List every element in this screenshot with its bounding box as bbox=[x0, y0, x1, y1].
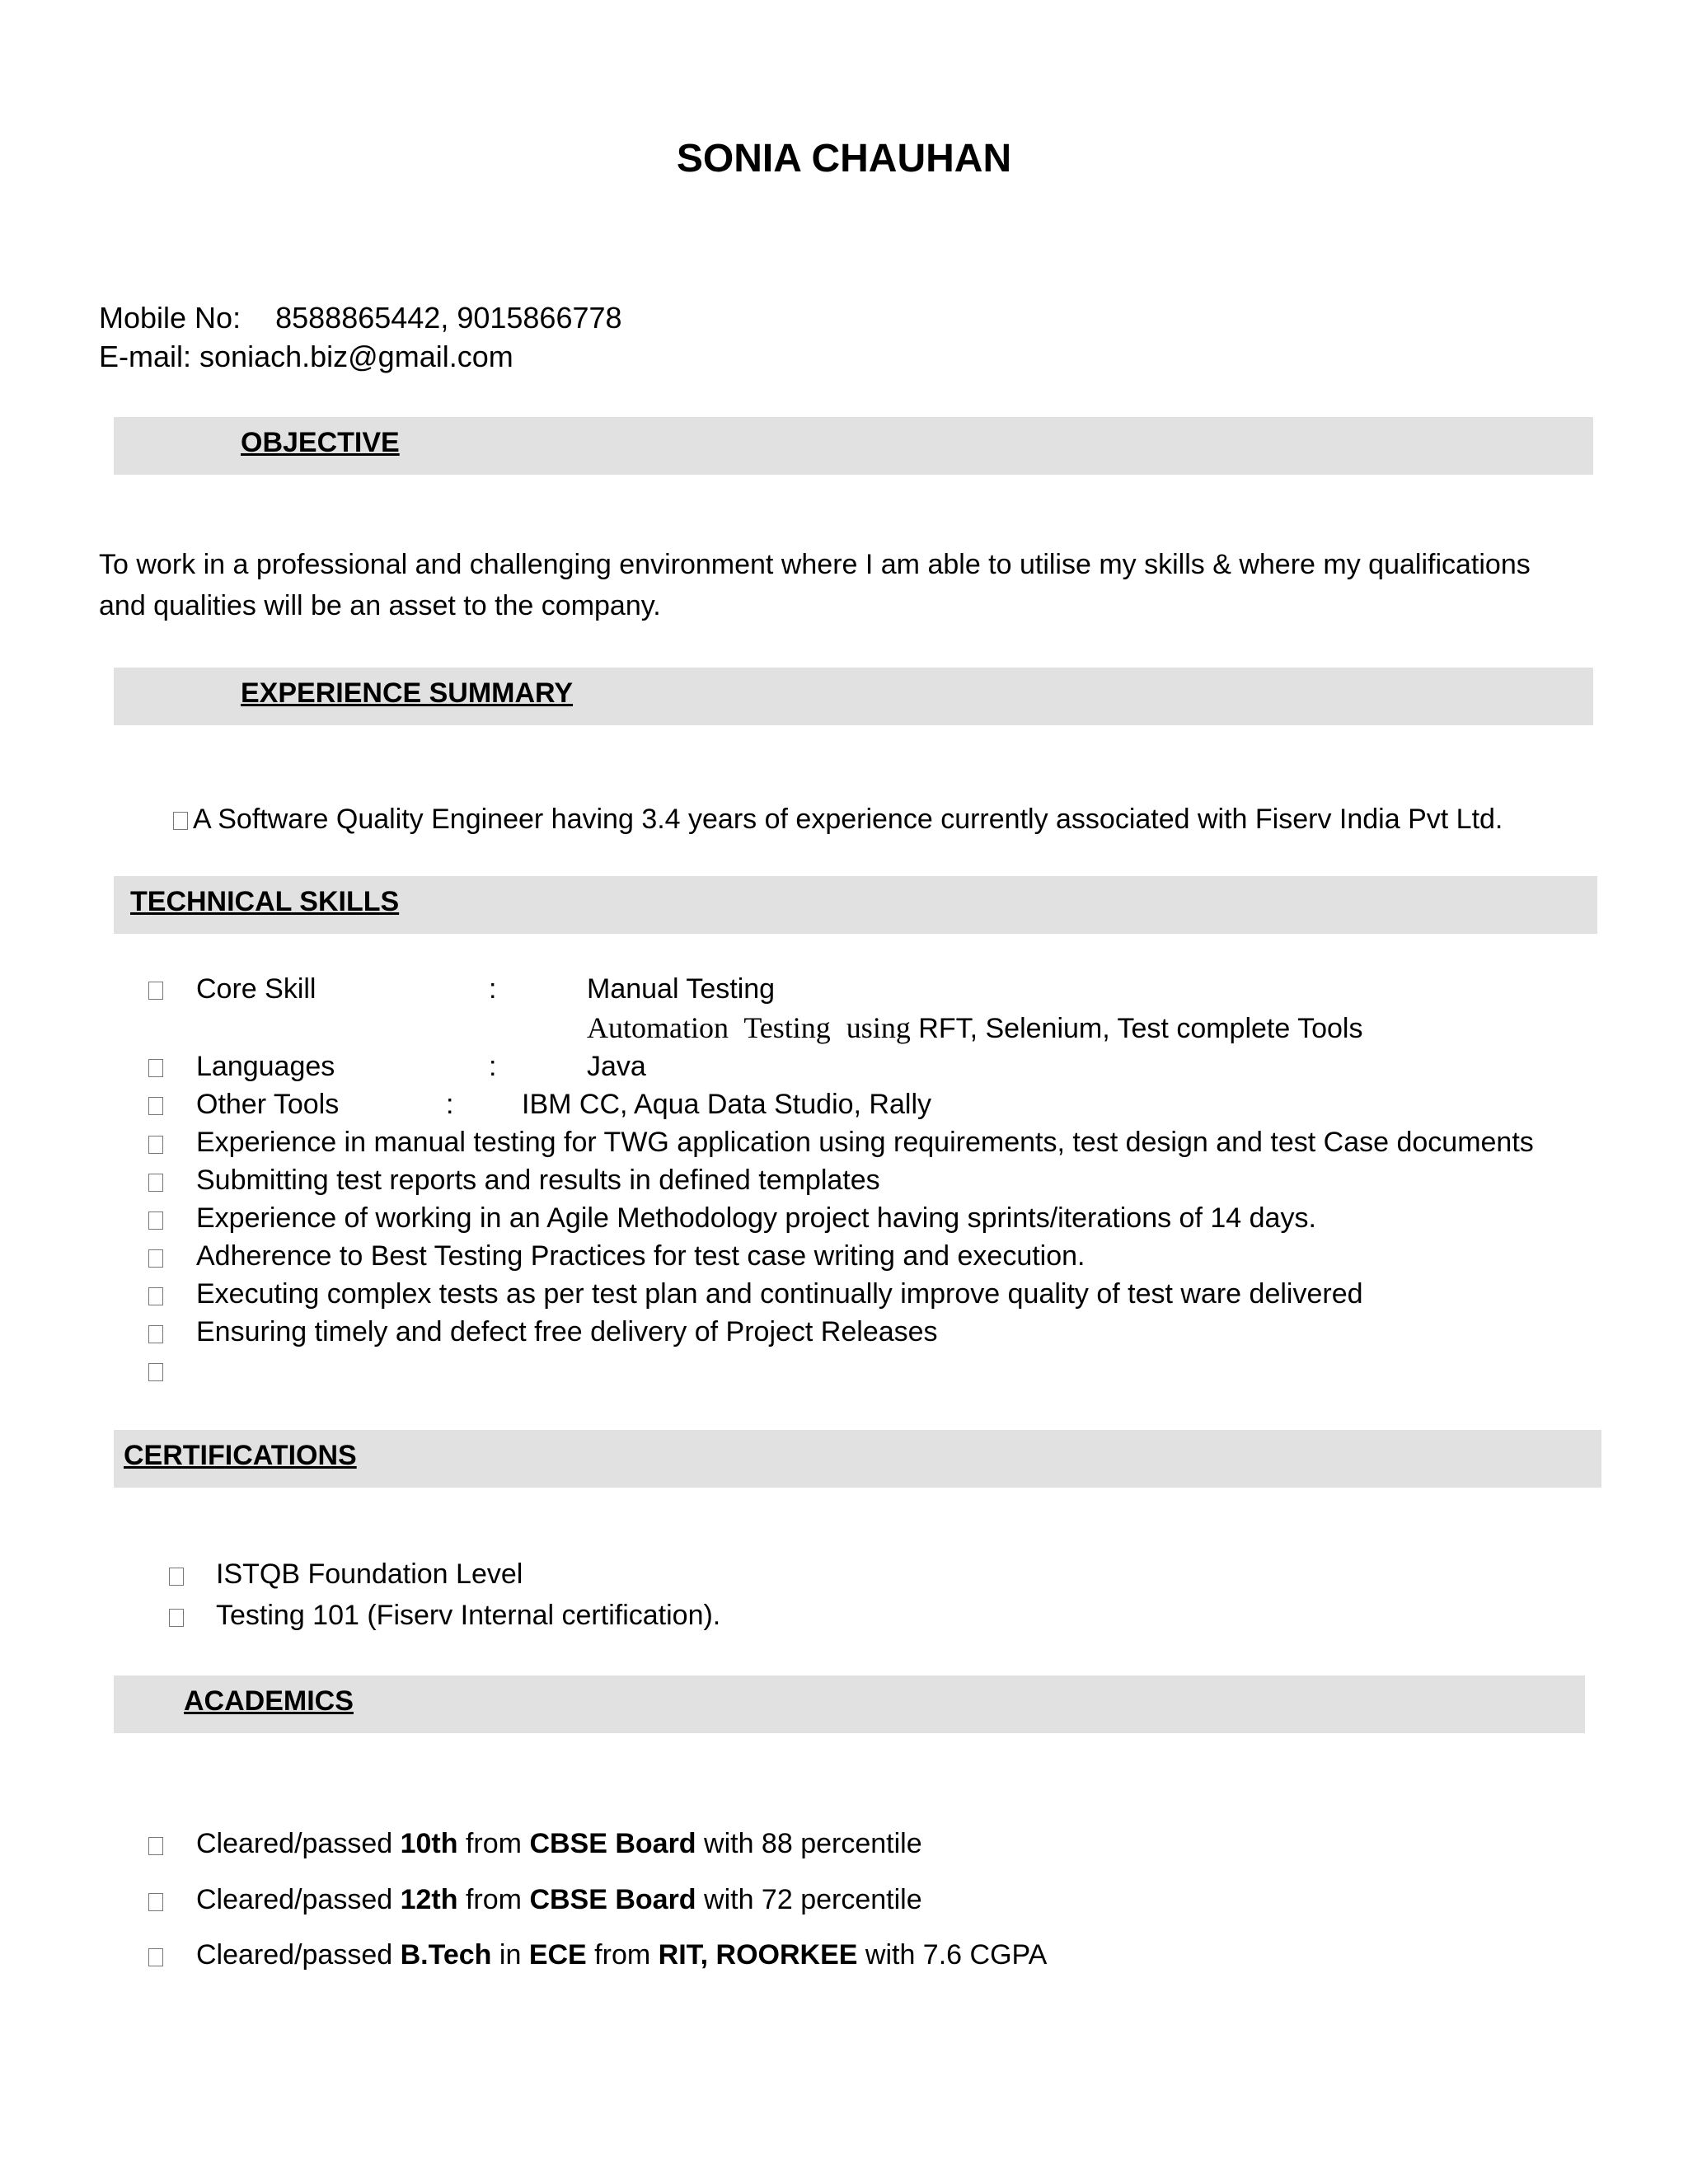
experience-heading: EXPERIENCE SUMMARY bbox=[241, 677, 574, 709]
academic-text: with 7.6 CGPA bbox=[857, 1939, 1048, 1971]
skill-bullet: Experience of working in an Agile Methodology project having sprints/iterations of 14 days. bbox=[196, 1202, 1316, 1234]
academic-item bbox=[196, 1884, 922, 1916]
certification-item: ISTQB Foundation Level bbox=[216, 1558, 523, 1590]
languages-value: Java bbox=[587, 1051, 646, 1082]
colon: : bbox=[446, 1089, 454, 1120]
core-skill-value-2 bbox=[587, 1010, 1362, 1045]
academic-class: 10th bbox=[400, 1828, 458, 1859]
bullet-box-icon bbox=[148, 1325, 163, 1343]
colon: : bbox=[489, 1051, 497, 1082]
mobile-line bbox=[99, 301, 622, 335]
bullet-box-icon bbox=[148, 1287, 163, 1305]
academic-text: Cleared/passed bbox=[196, 1884, 401, 1915]
colon: : bbox=[489, 973, 497, 1005]
certification-item: Testing 101 (Fiserv Internal certification). bbox=[216, 1600, 721, 1631]
academic-board: CBSE Board bbox=[529, 1828, 696, 1859]
academic-text: from bbox=[457, 1828, 530, 1859]
skill-bullet: Adherence to Best Testing Practices for test case writing and execution. bbox=[196, 1240, 1085, 1272]
bullet-box-icon bbox=[173, 812, 188, 830]
email-label: E-mail: bbox=[99, 340, 192, 373]
bullet-box-icon bbox=[148, 1136, 163, 1154]
academic-text: in bbox=[491, 1939, 529, 1971]
other-tools-value: IBM CC, Aqua Data Studio, Rally bbox=[522, 1089, 932, 1120]
bullet-box-icon bbox=[148, 1893, 163, 1911]
academic-degree: B.Tech bbox=[400, 1939, 492, 1971]
mobile-value: 8588865442, 9015866778 bbox=[275, 301, 622, 335]
bullet-box-icon bbox=[169, 1568, 184, 1586]
academic-class: 12th bbox=[400, 1884, 458, 1915]
bullet-box-icon bbox=[148, 1948, 163, 1966]
objective-band bbox=[114, 417, 1593, 475]
academic-institute: RIT, ROORKEE bbox=[658, 1939, 858, 1971]
technical-heading: TECHNICAL SKILLS bbox=[130, 886, 400, 917]
bullet-box-icon bbox=[148, 1212, 163, 1230]
academic-text: from bbox=[586, 1939, 659, 1971]
bullet-box-icon bbox=[169, 1609, 184, 1627]
skill-bullet: Ensuring timely and defect free delivery of Project Releases bbox=[196, 1316, 938, 1347]
academic-text: Cleared/passed bbox=[196, 1828, 401, 1859]
academic-text: with 72 percentile bbox=[696, 1884, 922, 1915]
bullet-box-icon bbox=[148, 1837, 163, 1855]
academic-item bbox=[196, 1939, 1047, 1971]
bullet-box-icon bbox=[148, 1363, 163, 1381]
experience-item: A Software Quality Engineer having 3.4 years of experience currently associated with Fiserv India Pvt Ltd. bbox=[193, 804, 1503, 835]
core-skill-value: Manual Testing bbox=[587, 973, 776, 1005]
core-skill-label: Core Skill bbox=[196, 973, 316, 1005]
bullet-box-icon bbox=[148, 1249, 163, 1268]
certifications-heading: CERTIFICATIONS bbox=[124, 1440, 357, 1471]
languages-label: Languages bbox=[196, 1051, 335, 1082]
other-tools-label: Other Tools bbox=[196, 1089, 340, 1120]
experience-band bbox=[114, 668, 1593, 725]
certifications-band bbox=[114, 1430, 1601, 1488]
resume-name: SONIA CHAUHAN bbox=[676, 137, 1012, 180]
automation-text: Automation Testing using bbox=[587, 1011, 911, 1044]
objective-text: To work in a professional and challenging environment where I am able to utilise my skills & where my qualifications and qualities will be an asset to the company. bbox=[99, 549, 1531, 621]
automation-tools: RFT, Selenium, Test complete Tools bbox=[918, 1013, 1363, 1044]
bullet-box-icon bbox=[148, 1174, 163, 1192]
academic-text: with 88 percentile bbox=[696, 1828, 922, 1859]
academic-text: Cleared/passed bbox=[196, 1939, 401, 1971]
mobile-label: Mobile No: bbox=[99, 301, 241, 335]
academic-board: CBSE Board bbox=[529, 1884, 696, 1915]
skill-bullet: Submitting test reports and results in defined templates bbox=[196, 1165, 880, 1196]
bullet-box-icon bbox=[148, 982, 163, 1000]
skill-bullet: Executing complex tests as per test plan and continually improve quality of test ware delivered bbox=[196, 1278, 1363, 1310]
academic-item bbox=[196, 1828, 922, 1860]
academic-branch: ECE bbox=[528, 1939, 587, 1971]
technical-band bbox=[114, 876, 1597, 934]
bullet-box-icon bbox=[148, 1059, 163, 1077]
email-value[interactable]: soniach.biz@gmail.com bbox=[199, 340, 513, 373]
academic-text: from bbox=[457, 1884, 530, 1915]
bullet-box-icon bbox=[148, 1097, 163, 1115]
academics-band bbox=[114, 1675, 1585, 1733]
email-line bbox=[99, 340, 513, 374]
objective-heading: OBJECTIVE bbox=[241, 427, 400, 458]
academics-heading: ACADEMICS bbox=[184, 1685, 354, 1717]
skill-bullet: Experience in manual testing for TWG application using requirements, test design and test Case documents bbox=[196, 1127, 1534, 1158]
